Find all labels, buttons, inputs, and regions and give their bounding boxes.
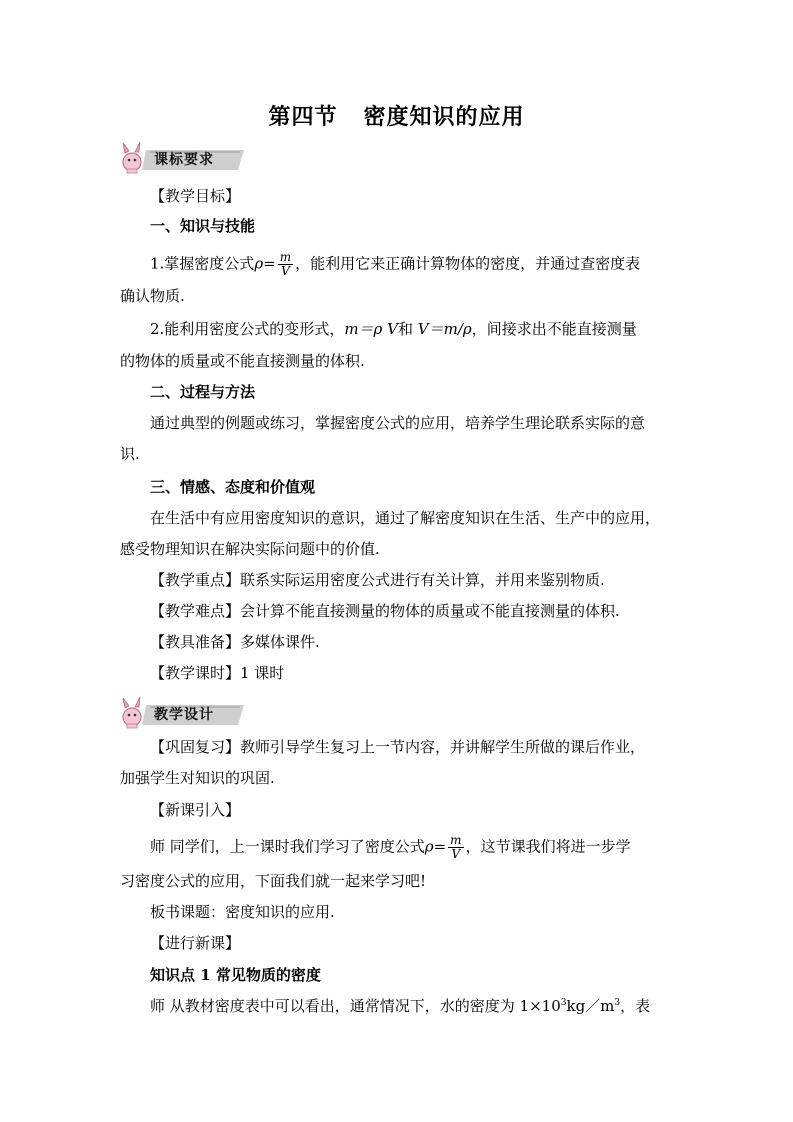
section-title: 教学设计: [154, 707, 214, 723]
k3-line1: 在生活中有应用密度知识的意识，通过了解密度知识在生活、生产中的应用，: [150, 509, 661, 527]
density-fraction: $\frac{m}{V}$: [450, 833, 462, 861]
k3-title: 三、情感、态度和价值观: [150, 478, 316, 496]
section-banner-design: [118, 695, 248, 729]
k1-item2-line2: 的物体的质量或不能直接测量的体积.: [120, 352, 365, 370]
board-title: 板书课题：密度知识的应用.: [150, 903, 335, 921]
difficult-point: 【教学难点】会计算不能直接测量的物体的质量或不能直接测量的体积.: [150, 602, 620, 620]
tools: 【教具准备】多媒体课件.: [150, 633, 320, 651]
intro-line1: 师 同学们，上一课时我们学习了密度公式ρ= $\frac{m}{V}$ ，这节课我们将进一步学: [150, 833, 631, 861]
k2-title: 二、过程与方法: [150, 383, 256, 401]
k1-item1-line1: 1.掌握密度公式ρ= $\frac{m}{V}$ ，能利用它来正确计算物体的密度，并通过查密度表: [150, 250, 641, 278]
page-title: 第四节 密度知识的应用: [268, 104, 525, 130]
k2-line1: 通过典型的例题或练习，掌握密度公式的应用，培养学生理论联系实际的意: [150, 414, 646, 432]
goals-header: 【教学目标】: [150, 187, 241, 205]
k1-title: 一、知识与技能: [150, 217, 256, 235]
k3-line2: 感受物理知识在解决实际问题中的价值.: [120, 540, 380, 558]
k1-item2-line1: 2.能利用密度公式的变形式，m＝ρ V和 V＝m/ρ，间接求出不能直接测量: [150, 320, 637, 338]
intro-line2: 习密度公式的应用，下面我们就一起来学习吧!: [120, 872, 427, 890]
k2-line2: 识.: [120, 445, 140, 463]
new-lesson-header: 【进行新课】: [150, 934, 241, 952]
k1-item1-line2: 确认物质.: [120, 287, 185, 305]
review-line2: 加强学生对知识的巩固.: [120, 769, 275, 787]
section-banner-standards: [118, 140, 248, 174]
intro-header: 【新课引入】: [150, 801, 241, 819]
hours: 【教学课时】1 课时: [150, 664, 285, 682]
key-point: 【教学重点】联系实际运用密度公式进行有关计算，并用来鉴别物质.: [150, 571, 605, 589]
section-title: 课标要求: [154, 152, 214, 168]
knowledge-point-1: 知识点 1 常见物质的密度: [150, 966, 321, 984]
kp1-line1: 师 从教材密度表中可以看出，通常情况下，水的密度为 $1\times 10^3kg/m^3$，表: [150, 997, 651, 1015]
review-line1: 【巩固复习】教师引导学生复习上一节内容，并讲解学生所做的课后作业，: [150, 738, 646, 756]
density-fraction: $\frac{m}{V}$: [279, 250, 292, 278]
